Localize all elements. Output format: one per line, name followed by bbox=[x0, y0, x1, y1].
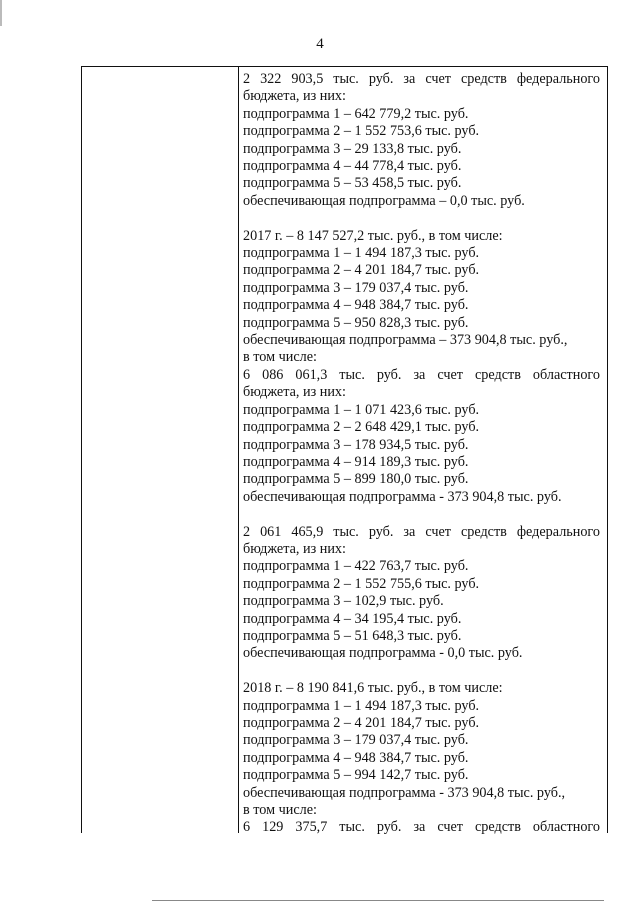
text-line: подпрограмма 1 – 1 071 423,6 тыс. руб. bbox=[243, 401, 480, 418]
text-line: подпрограмма 1 – 1 494 187,3 тыс. руб. bbox=[243, 697, 480, 714]
text-line: 2017 г. – 8 147 527,2 тыс. руб., в том числе: bbox=[243, 227, 503, 244]
text-line: подпрограмма 2 – 1 552 753,6 тыс. руб. bbox=[243, 123, 480, 140]
text-line: обеспечивающая подпрограмма – 0,0 тыс. руб. bbox=[243, 192, 525, 209]
text-line: бюджета, из них: bbox=[243, 540, 346, 557]
paragraph-gap bbox=[243, 210, 600, 227]
text-line: 6 086 061,3 тыс. руб. за счет средств областного bbox=[243, 366, 600, 383]
paragraph-gap bbox=[243, 663, 600, 680]
budget-table bbox=[81, 66, 608, 836]
table-left-cell bbox=[82, 67, 239, 833]
text-line: бюджета, из них: bbox=[243, 88, 346, 105]
text-line: подпрограмма 2 – 4 201 184,7 тыс. руб. bbox=[243, 714, 480, 731]
page-number: 4 bbox=[316, 36, 324, 52]
text-line: подпрограмма 4 – 914 189,3 тыс. руб. bbox=[243, 453, 469, 470]
text-line: в том числе: bbox=[243, 802, 317, 819]
text-line: подпрограмма 4 – 44 778,4 тыс. руб. bbox=[243, 158, 462, 175]
text-line: подпрограмма 4 – 948 384,7 тыс. руб. bbox=[243, 749, 469, 766]
paragraph-gap bbox=[243, 506, 600, 523]
text-line: подпрограмма 1 – 642 779,2 тыс. руб. bbox=[243, 105, 469, 122]
text-line: подпрограмма 3 – 29 133,8 тыс. руб. bbox=[243, 140, 462, 157]
text-line: подпрограмма 3 – 102,9 тыс. руб. bbox=[243, 593, 444, 610]
text-line: подпрограмма 4 – 34 195,4 тыс. руб. bbox=[243, 610, 462, 627]
text-line: 2018 г. – 8 190 841,6 тыс. руб., в том числе: bbox=[243, 680, 503, 697]
text-line: бюджета, из них: bbox=[243, 384, 346, 401]
text-line: подпрограмма 2 – 4 201 184,7 тыс. руб. bbox=[243, 262, 480, 279]
text-line: обеспечивающая подпрограмма - 373 904,8 тыс. руб., bbox=[243, 784, 566, 801]
text-line: подпрограмма 5 – 51 648,3 тыс. руб. bbox=[243, 627, 462, 644]
text-line: подпрограмма 5 – 950 828,3 тыс. руб. bbox=[243, 314, 469, 331]
text-line: подпрограмма 1 – 422 763,7 тыс. руб. bbox=[243, 558, 469, 575]
text-line: подпрограмма 4 – 948 384,7 тыс. руб. bbox=[243, 297, 469, 314]
text-line: подпрограмма 3 – 179 037,4 тыс. руб. bbox=[243, 279, 469, 296]
text-line: подпрограмма 2 – 1 552 755,6 тыс. руб. bbox=[243, 575, 480, 592]
text-line: обеспечивающая подпрограмма – 373 904,8 тыс. руб., bbox=[243, 332, 568, 349]
text-line: 2 322 903,5 тыс. руб. за счет средств федерального bbox=[243, 71, 600, 87]
bottom-rule bbox=[152, 900, 604, 901]
text-line: 2 061 465,9 тыс. руб. за счет средств федерального bbox=[243, 523, 600, 540]
text-line: подпрограмма 3 – 178 934,5 тыс. руб. bbox=[243, 436, 469, 453]
text-line: подпрограмма 2 – 2 648 429,1 тыс. руб. bbox=[243, 419, 480, 436]
text-line: в том числе: bbox=[243, 349, 317, 366]
text-line: 6 129 375,7 тыс. руб. за счет средств областного bbox=[243, 819, 600, 836]
text-line: подпрограмма 5 – 53 458,5 тыс. руб. bbox=[243, 175, 462, 192]
text-line: подпрограмма 5 – 899 180,0 тыс. руб. bbox=[243, 471, 469, 488]
table-right-cell bbox=[239, 67, 607, 836]
text-line: подпрограмма 1 – 1 494 187,3 тыс. руб. bbox=[243, 245, 480, 262]
text-line: обеспечивающая подпрограмма - 0,0 тыс. руб. bbox=[243, 645, 523, 662]
text-line: обеспечивающая подпрограмма - 373 904,8 тыс. руб. bbox=[243, 488, 562, 505]
text-line: подпрограмма 5 – 994 142,7 тыс. руб. bbox=[243, 767, 469, 784]
scan-edge-mark bbox=[0, 0, 2, 26]
text-line: подпрограмма 3 – 179 037,4 тыс. руб. bbox=[243, 732, 469, 749]
